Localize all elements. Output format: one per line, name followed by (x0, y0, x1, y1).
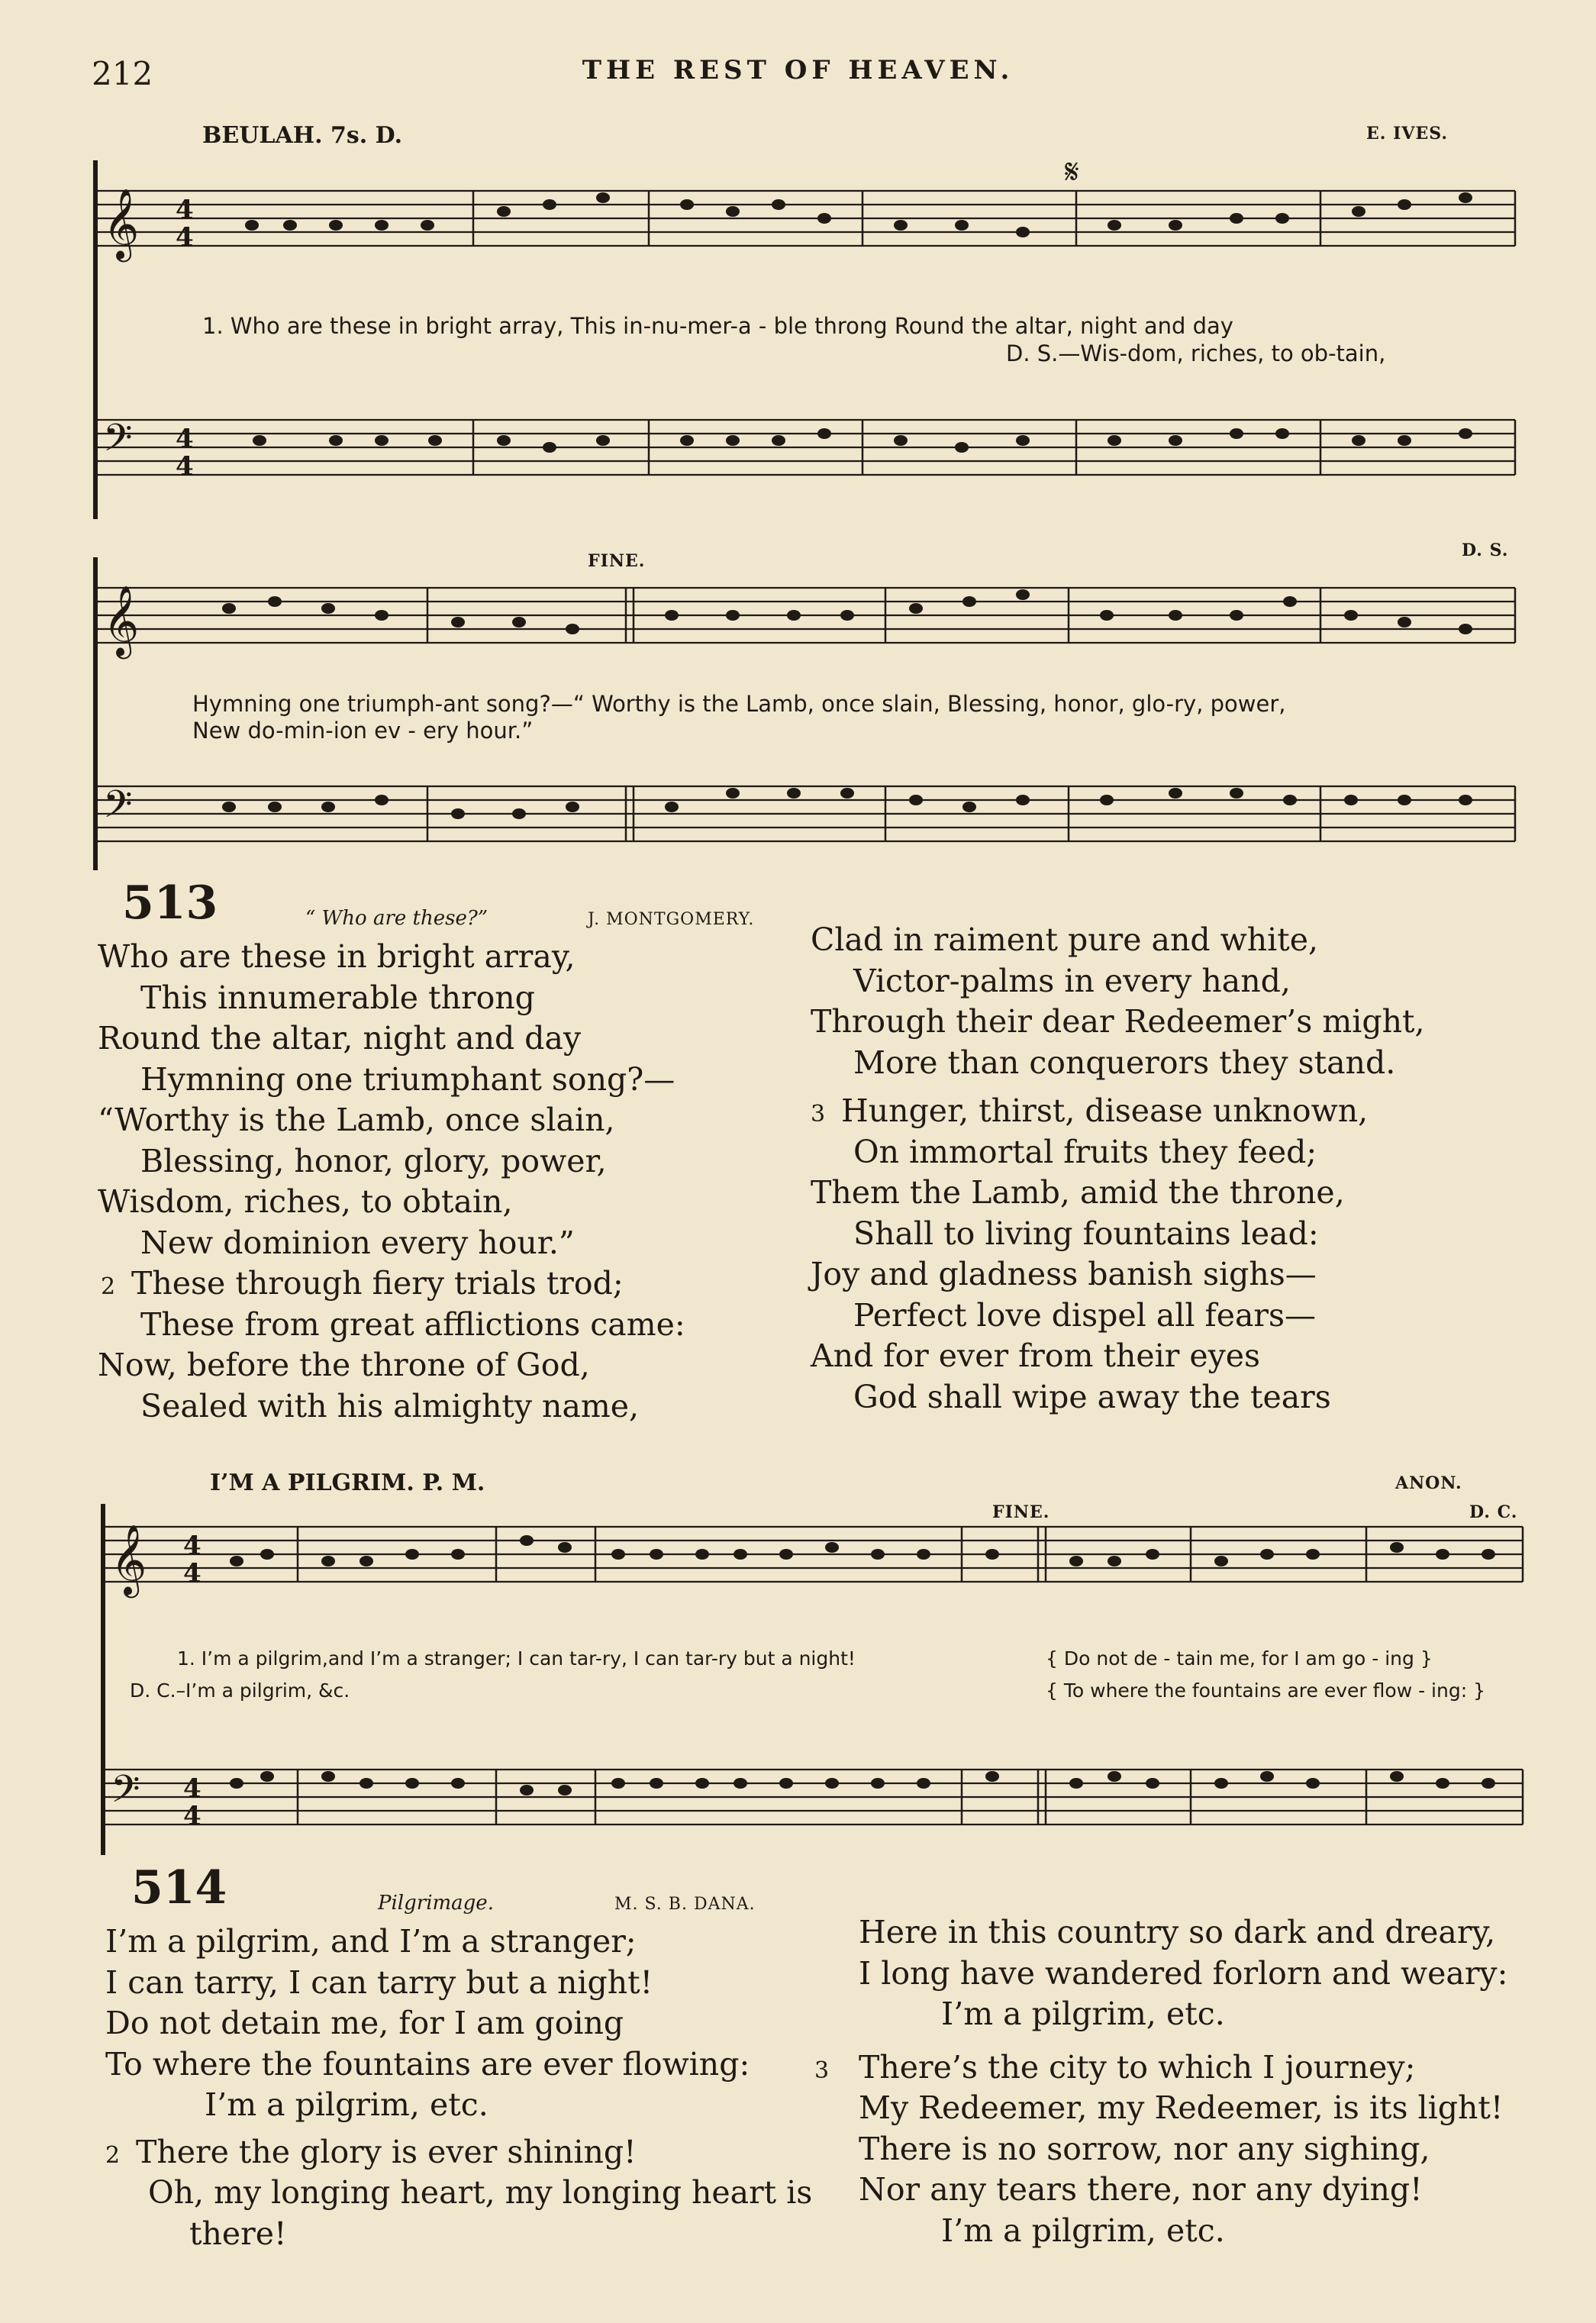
hymn-514-subtitle: Pilgrimage. (378, 1892, 494, 1915)
tune1-lyrics-ds: D. S.—Wis-dom, riches, to ob-tain, (1006, 340, 1386, 366)
hymn-513-left-column (98, 937, 685, 1427)
verse-line: Clad in raiment pure and white, (811, 921, 1319, 958)
tune2-fine-label: FINE. (992, 1502, 1050, 1522)
hymn-514-right-column (814, 1912, 1508, 2251)
verse-line: 3 There’s the city to which I journey; (814, 2047, 1507, 2089)
verse-line: Round the altar, night and day (98, 1020, 582, 1057)
svg-text:𝄢: 𝄢 (111, 1767, 140, 1821)
tune-name-beulah: BEULAH. 7s. D. (202, 122, 403, 149)
hymn-513-author: J. MONTGOMERY. (588, 910, 755, 929)
hymn-number-514: 514 (131, 1861, 227, 1915)
verse-line: Here in this country so dark and dreary, (859, 1914, 1496, 1950)
verse-line: Hymning one triumphant song?— (140, 1060, 675, 1098)
hymn-514-left-column (105, 1921, 812, 2254)
svg-text:4: 4 (176, 424, 194, 454)
verse-line: New dominion every hour.” (140, 1224, 575, 1261)
hymn-number-513: 513 (122, 876, 218, 930)
verse-line: Now, before the throne of God, (98, 1347, 590, 1383)
composer-anon: ANON. (1395, 1473, 1462, 1493)
staff-system2-treble (95, 588, 1515, 643)
svg-text:𝄢: 𝄢 (103, 782, 133, 836)
verse-line: This innumerable throng (140, 979, 535, 1016)
verse-line: To where the fountains are ever flowing: (105, 2045, 750, 2083)
svg-text:𝄞: 𝄞 (111, 1524, 147, 1595)
verse-line: Shall to living fountains lead: (853, 1215, 1319, 1252)
verse-line: I’m a pilgrim, etc. (941, 1996, 1225, 2032)
svg-text:4: 4 (176, 451, 194, 482)
tune1-lyrics-line2: Hymning one triumph-ant song?—“ Worthy is the Lamb, once slain, Blessing, honor, glo-ry, power, (192, 691, 1286, 717)
staff-system1-treble (95, 191, 1515, 246)
verse-line: My Redeemer, my Redeemer, is its light! (859, 2089, 1504, 2126)
svg-text:4: 4 (183, 1801, 202, 1831)
svg-text:4: 4 (176, 222, 194, 253)
staff-system3-bass (103, 1770, 1523, 1825)
verse-line: I’m a pilgrim, etc. (205, 2086, 488, 2123)
svg-text:𝄞: 𝄞 (103, 188, 140, 259)
verse-line: Through their dear Redeemer’s might, (811, 1003, 1425, 1040)
verse-line: These from great afflictions came: (140, 1305, 685, 1343)
verse-number: 2 (105, 2141, 121, 2169)
verse-line: Joy and gladness banish sighs— (811, 1256, 1317, 1292)
hymn-513-right-column (811, 920, 1425, 1418)
tune2-lyrics-dc: D. C.–I’m a pilgrim, &c. (130, 1679, 350, 1702)
svg-text:𝄢: 𝄢 (103, 416, 133, 469)
tune1-lyrics-line1: 1. Who are these in bright array, This in-nu-mer-a - ble throng Round the altar, night and day (202, 313, 1233, 339)
staff-system2-bass (95, 786, 1515, 841)
svg-text:𝄞: 𝄞 (103, 585, 140, 656)
tune-name-pilgrim: I’M A PILGRIM. P. M. (210, 1470, 485, 1496)
verse-line: There is no sorrow, nor any sighing, (859, 2130, 1430, 2167)
verse-line: God shall wipe away the tears (853, 1378, 1331, 1415)
verse-line: Perfect love dispel all fears— (853, 1296, 1317, 1334)
tune1-fine-label: FINE. (588, 551, 646, 571)
verse-line: Do not detain me, for I am going (105, 2005, 624, 2041)
tune2-lyrics-v1: 1. I’m a pilgrim,and I’m a stranger; I can tar-ry, I can tar-ry but a night! (177, 1647, 856, 1670)
verse-line: Oh, my longing heart, my longing heart is (148, 2174, 813, 2211)
staff-system1-bass (95, 420, 1515, 475)
tune1-ds-label: D. S. (1462, 540, 1509, 560)
hymn-513-subtitle: “ Who are these?” (305, 907, 488, 930)
verse-line: Victor-palms in every hand, (853, 962, 1291, 999)
svg-text:4: 4 (176, 195, 194, 225)
verse-line: Nor any tears there, nor any dying! (859, 2171, 1423, 2208)
verse-line: Sealed with his almighty name, (140, 1387, 640, 1424)
tune1-lyrics-line2b: New do-min-ion ev - ery hour.” (192, 718, 534, 744)
verse-line: And for ever from their eyes (811, 1337, 1261, 1374)
verse-line: 2 These through fiery trials trod; (101, 1263, 685, 1305)
verse-number: 2 (101, 1273, 116, 1300)
running-title: THE REST OF HEAVEN. (582, 55, 1014, 85)
svg-text:4: 4 (183, 1558, 202, 1589)
composer-ives: E. IVES. (1366, 124, 1448, 144)
verse-line: “Worthy is the Lamb, once slain, (98, 1102, 615, 1138)
verse-line: 3 Hunger, thirst, disease unknown, (811, 1091, 1425, 1132)
verse-line: On immortal fruits they feed; (853, 1133, 1317, 1170)
verse-line: I long have wandered forlorn and weary: (859, 1954, 1508, 1992)
verse-line: I’m a pilgrim, and I’m a stranger; (105, 1923, 637, 1960)
verse-number: 3 (814, 2057, 830, 2084)
verse-line: Who are these in bright array, (98, 938, 576, 975)
svg-text:𝄋: 𝄋 (1065, 153, 1079, 192)
verse-line: Blessing, honor, glory, power, (140, 1142, 607, 1179)
verse-line: there! (189, 2215, 287, 2252)
verse-line: I can tarry, I can tarry but a night! (105, 1963, 653, 2001)
verse-line: 2 There the glory is ever shining! (105, 2132, 812, 2173)
page-number: 212 (92, 55, 153, 92)
tune2-lyrics-right2: { To where the fountains are ever flow - ing: } (1046, 1679, 1485, 1702)
tune2-lyrics-right1: { Do not de - tain me, for I am go - ing } (1046, 1647, 1433, 1670)
tune2-dc-label: D. C. (1469, 1502, 1518, 1522)
verse-line: More than conquerors they stand. (853, 1044, 1396, 1081)
svg-text:4: 4 (183, 1773, 202, 1804)
verse-line: I’m a pilgrim, etc. (941, 2212, 1225, 2249)
verse-line: Wisdom, riches, to obtain, (98, 1183, 513, 1220)
hymn-514-author: M. S. B. DANA. (614, 1895, 756, 1914)
verse-number: 3 (811, 1101, 826, 1128)
verse-line: Them the Lamb, amid the throne, (811, 1174, 1345, 1211)
svg-text:4: 4 (183, 1531, 202, 1561)
